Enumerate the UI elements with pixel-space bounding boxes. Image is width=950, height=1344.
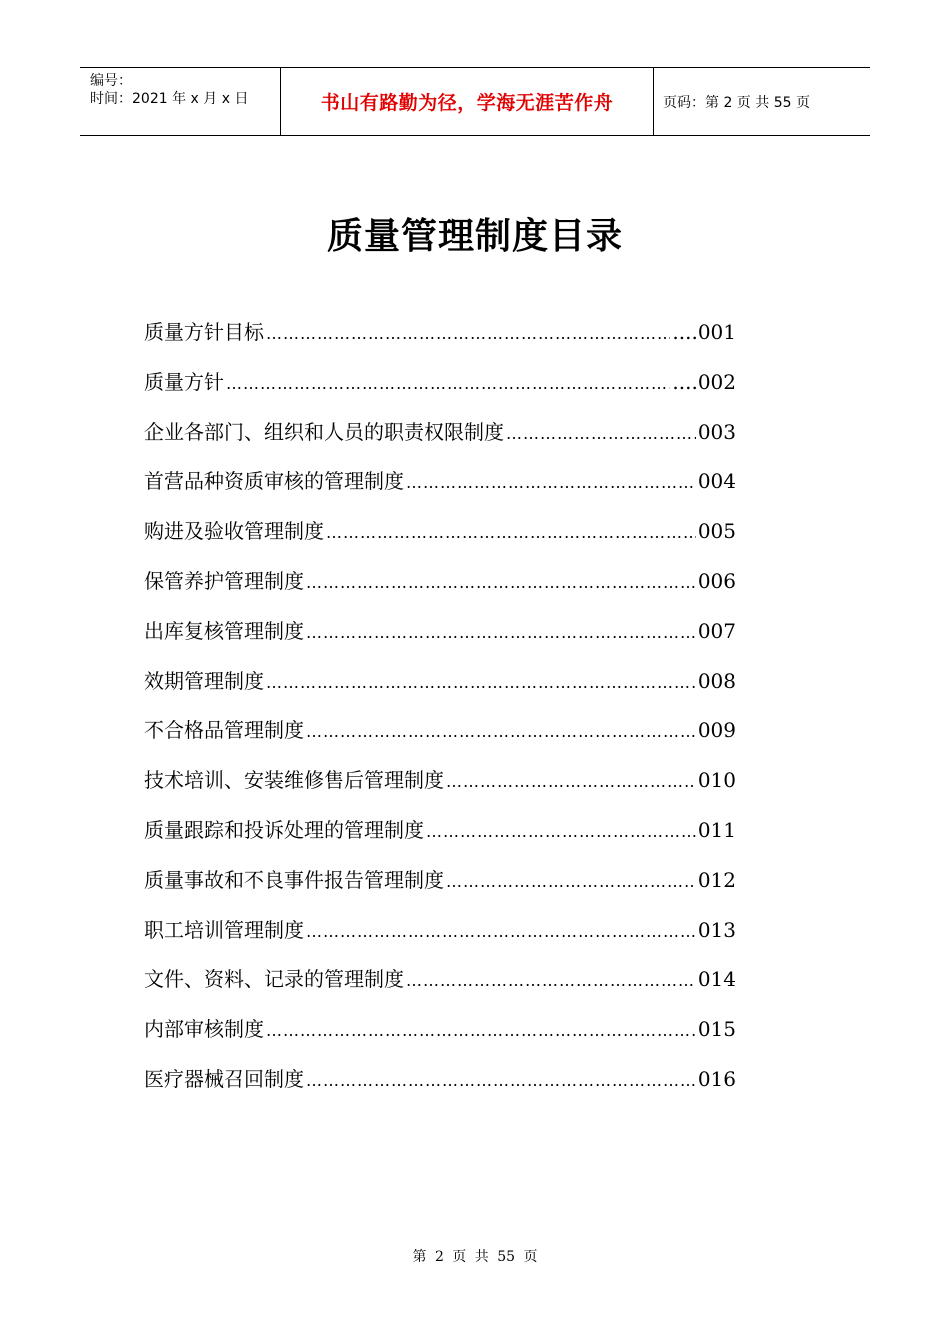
toc-item-label: 内部审核制度: [144, 1017, 264, 1042]
toc-leader-dots: [306, 1071, 696, 1090]
toc-leader-dots: [266, 1021, 696, 1040]
toc-item-page: 011: [697, 817, 736, 842]
toc-item: [144, 665, 736, 715]
toc-item-page: ....001: [672, 320, 736, 344]
toc-leader-dots: [406, 473, 696, 492]
toc-item-page: 010: [697, 768, 736, 793]
toc-leader-dots: [446, 772, 696, 791]
document-number-label: 编号：: [90, 73, 132, 89]
toc-leader-dots: [426, 822, 696, 841]
toc-item-label: 医疗器械召回制度: [144, 1066, 304, 1091]
toc-item-page: 013: [697, 917, 736, 942]
toc-item-page: 009: [697, 718, 736, 743]
toc-item: [144, 366, 736, 416]
toc-leader-dots: [306, 922, 696, 941]
toc-leader-dots: [306, 573, 696, 592]
toc-leader-dots: [266, 324, 670, 343]
toc-item-page: 003: [697, 419, 736, 444]
toc-item-label: 职工培训管理制度: [144, 917, 304, 942]
toc-item-label: 企业各部门、组织和人员的职责权限制度: [144, 419, 504, 444]
toc-item: [144, 814, 736, 864]
toc-item-label: 质量跟踪和投诉处理的管理制度: [144, 817, 424, 842]
toc-item: [144, 764, 736, 814]
toc-item: [144, 465, 736, 515]
toc-item-label: 保管养护管理制度: [144, 568, 304, 593]
header-motto: 书山有路勤为径，学海无涯苦作舟: [281, 68, 654, 135]
toc-item-label: 不合格品管理制度: [144, 718, 304, 743]
toc-item: [144, 1063, 736, 1113]
toc-item-page: 014: [697, 967, 736, 992]
toc-item: [144, 316, 736, 366]
toc-item-page: 008: [697, 668, 736, 693]
toc-leader-dots: [306, 623, 696, 642]
toc-item: [144, 615, 736, 665]
toc-item-page: 004: [697, 469, 736, 494]
toc-item: [144, 864, 736, 914]
toc-item-label: 技术培训、安装维修售后管理制度: [144, 768, 444, 793]
header-meta: [80, 68, 281, 135]
header-page-info: 页码：第 2 页 共 55 页: [663, 94, 810, 111]
toc-leader-dots: [226, 374, 670, 393]
toc-item: [144, 714, 736, 764]
toc-leader-dots: [446, 872, 696, 891]
toc-item-label: 效期管理制度: [144, 668, 264, 693]
toc-leader-dots: [406, 971, 696, 990]
toc-item-label: 出库复核管理制度: [144, 618, 304, 643]
toc-item-label: 质量方针: [144, 369, 224, 394]
toc-item-page: 006: [697, 568, 736, 593]
document-title: 质量管理制度目录: [326, 216, 623, 257]
toc-leader-dots: [306, 722, 696, 741]
toc-item: [144, 416, 736, 466]
toc-item: [144, 963, 736, 1013]
table-of-contents: [144, 316, 736, 1113]
toc-item: [144, 914, 736, 964]
toc-leader-dots: [326, 523, 696, 542]
toc-item-page: 005: [697, 519, 736, 544]
toc-item: [144, 515, 736, 565]
toc-item-page: 012: [697, 867, 736, 892]
toc-leader-dots: [266, 673, 696, 692]
toc-item-page: ....002: [672, 369, 736, 394]
toc-item-page: 007: [697, 618, 736, 643]
toc-item-label: 文件、资料、记录的管理制度: [144, 967, 404, 992]
toc-item: [144, 565, 736, 615]
toc-leader-dots: [506, 424, 696, 443]
page-header: [80, 67, 870, 136]
page-footer: 第 2 页 共 55 页: [412, 1249, 538, 1265]
toc-item-label: 购进及验收管理制度: [144, 519, 324, 544]
toc-item-page: 016: [697, 1066, 736, 1091]
toc-item-label: 质量事故和不良事件报告管理制度: [144, 867, 444, 892]
toc-item-page: 015: [697, 1017, 736, 1042]
toc-item-label: 首营品种资质审核的管理制度: [144, 469, 404, 494]
toc-item: [144, 1013, 736, 1063]
document-date-label: 时间：2021 年 x 月 x 日: [90, 91, 249, 107]
toc-item-label: 质量方针目标: [144, 320, 264, 344]
